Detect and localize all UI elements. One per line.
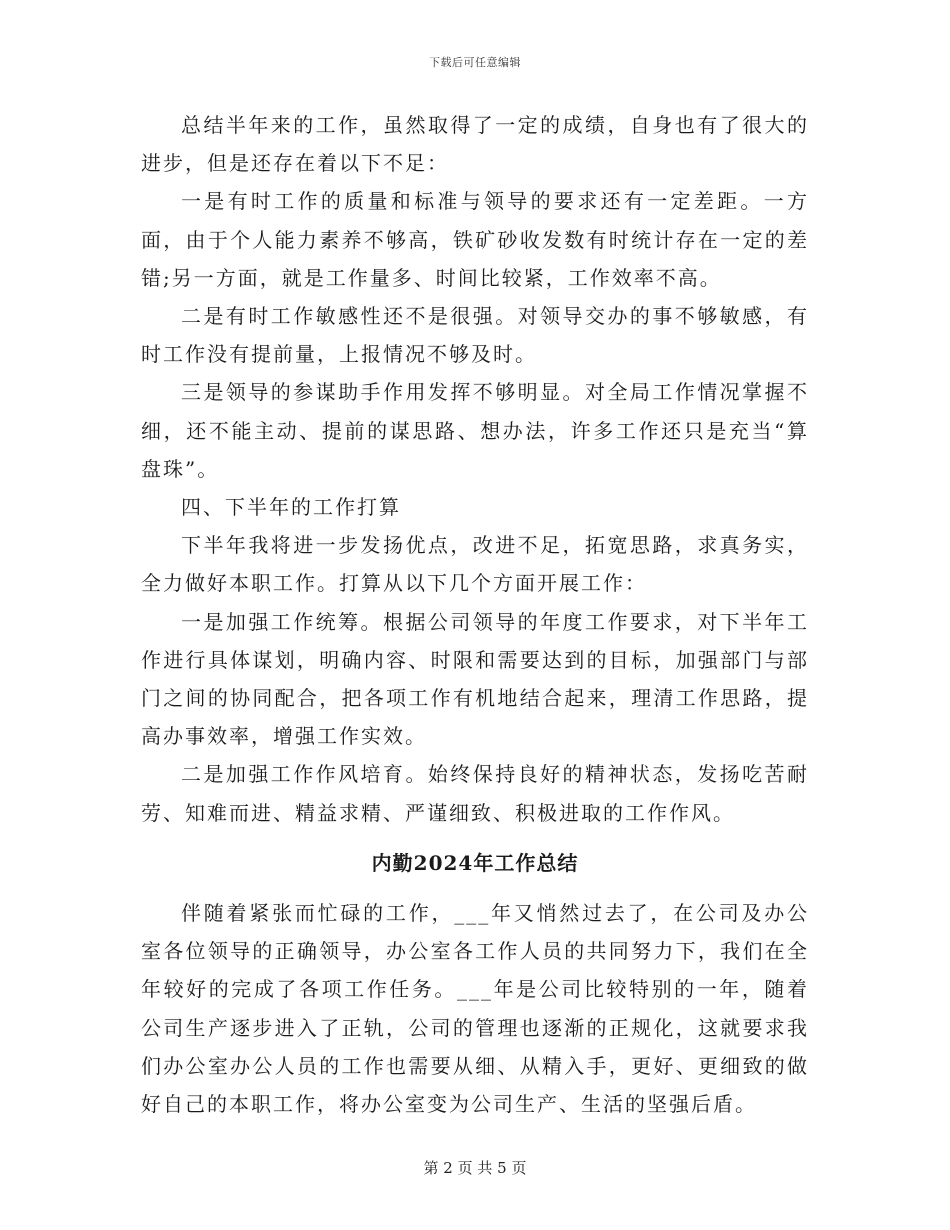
page-number: 第 2 页 共 5 页 xyxy=(423,1159,527,1177)
page-header-note: 下载后可任意编辑 xyxy=(429,56,521,69)
paragraph-shortcoming-1: 一是有时工作的质量和标准与领导的要求还有一定差距。一方面，由于个人能力素养不够高，铁矿砂收发数有时统计存在一定的差错;另一方面，就是工作量多、时间比较紧，工作效率不高。 xyxy=(141,189,809,290)
document-body xyxy=(141,106,809,1123)
paragraph-plan-intro: 下半年我将进一步发扬优点，改进不足，拓宽思路，求真务实，全力做好本职工作。打算从以下几个方面开展工作： xyxy=(141,533,809,596)
paragraph-summary-intro: 总结半年来的工作，虽然取得了一定的成绩，自身也有了很大的进步，但是还存在着以下不足： xyxy=(141,113,809,176)
paragraph-annual-summary: 伴随着紧张而忙碌的工作，___年又悄然过去了，在公司及办公室各位领导的正确领导，办公室各工作人员的共同努力下，我们在全年较好的完成了各项工作任务。___年是公司比较特别的一年，随着公司生产逐步进入了正轨，公司的管理也逐渐的正规化，这就要求我们办公室办公人员的工作也需要从细、从精入手，更好、更细致的做好自己的本职工作，将办公室变为公司生产、生活的坚强后盾。 xyxy=(141,901,809,1117)
paragraph-shortcoming-3: 三是领导的参谋助手作用发挥不够明显。对全局工作情况掌握不细，还不能主动、提前的谋思路、想办法，许多工作还只是充当“算盘珠”。 xyxy=(141,380,809,481)
paragraph-plan-1: 一是加强工作统筹。根据公司领导的年度工作要求，对下半年工作进行具体谋划，明确内容、时限和需要达到的目标，加强部门与部门之间的协同配合，把各项工作有机地结合起来，理清工作思路，提高办事效率，增强工作实效。 xyxy=(141,609,809,749)
section-heading-plan: 四、下半年的工作打算 xyxy=(181,495,401,520)
document-title: 内勤2024年工作总结 xyxy=(371,850,579,875)
paragraph-shortcoming-2: 二是有时工作敏感性还不是很强。对领导交办的事不够敏感，有时工作没有提前量，上报情况不够及时。 xyxy=(141,304,809,367)
paragraph-plan-2: 二是加强工作作风培育。始终保持良好的精神状态，发扬吃苦耐劳、知难而进、精益求精、严谨细致、积极进取的工作作风。 xyxy=(141,762,809,825)
